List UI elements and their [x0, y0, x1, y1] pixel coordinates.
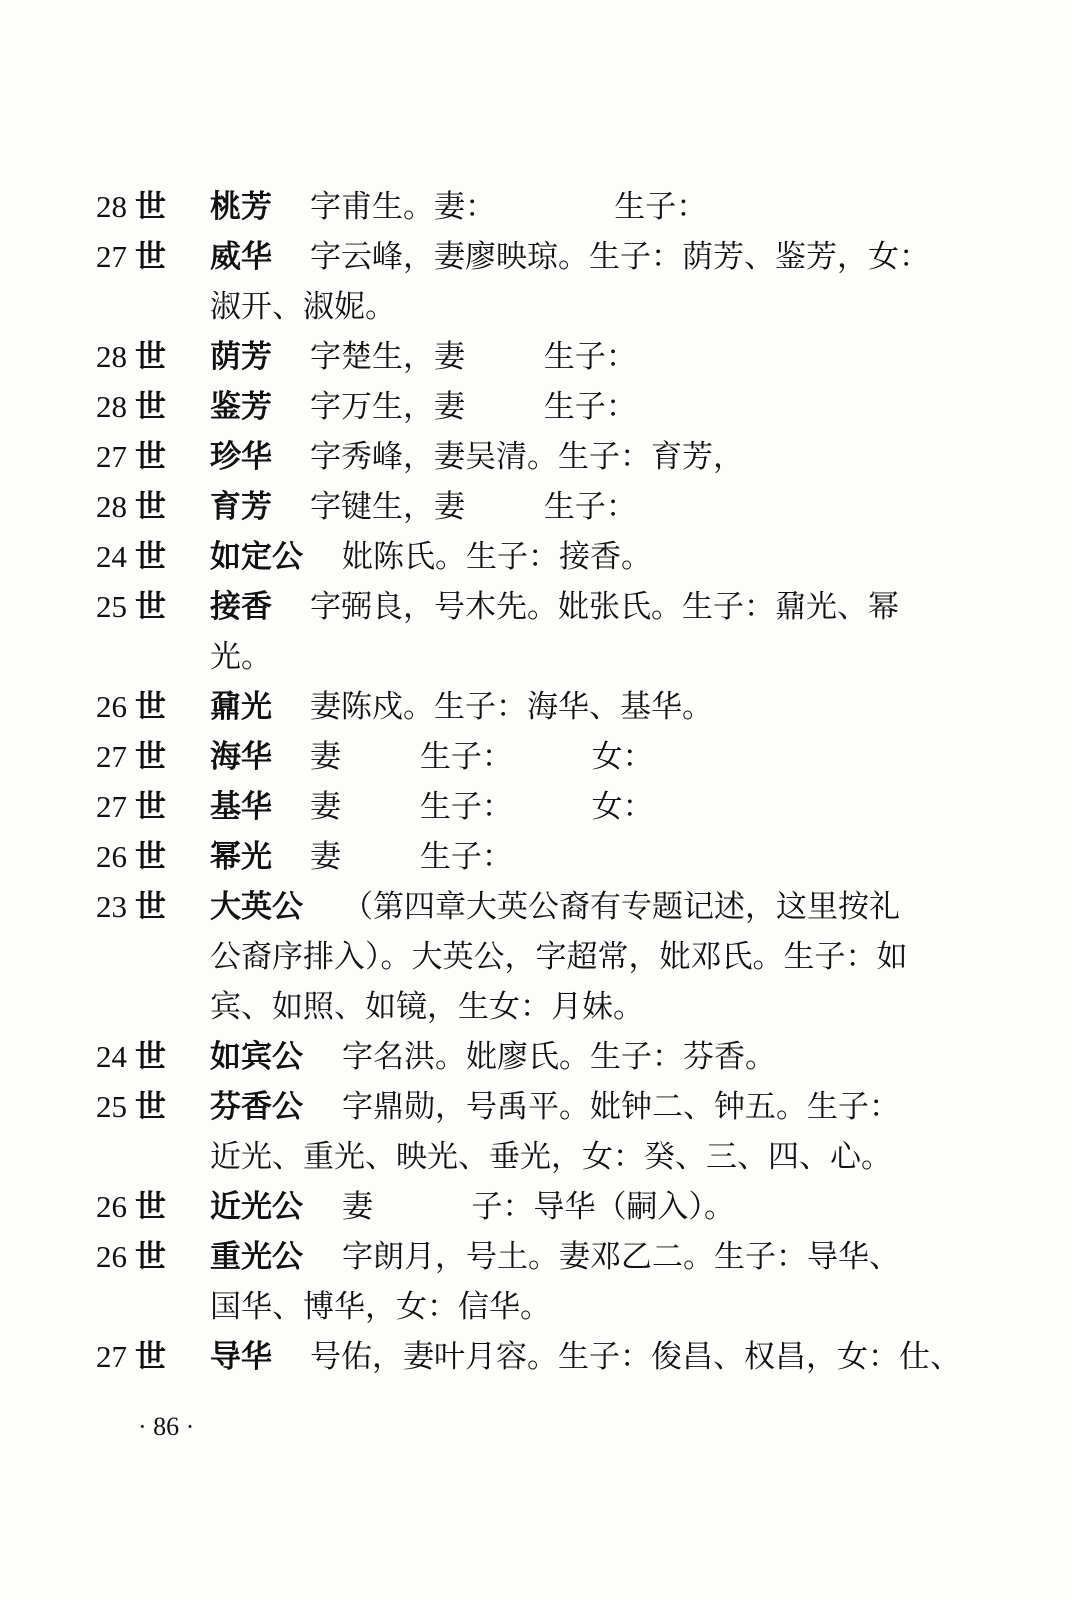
generation-suffix: 世 [135, 189, 166, 225]
entry-continuation: 近光、重光、映光、垂光，女：癸、三、四、心。 [210, 1139, 892, 1175]
generation-label [96, 1332, 206, 1382]
person-name: 导华 [210, 1339, 272, 1375]
generation-label [96, 332, 206, 382]
generation-suffix: 世 [135, 1339, 166, 1375]
generation-label [96, 1032, 206, 1082]
generation-number: 28 [96, 189, 127, 224]
generation-number: 27 [96, 239, 127, 274]
generation-suffix: 世 [135, 1089, 166, 1125]
generation-suffix: 世 [135, 1239, 166, 1275]
generation-suffix: 世 [135, 339, 166, 375]
generation-suffix: 世 [135, 239, 166, 275]
person-name: 育芳 [210, 489, 272, 525]
entry-continuation: 淑开、淑妮。 [210, 289, 396, 325]
genealogy-entry [96, 332, 956, 382]
generation-suffix: 世 [135, 539, 166, 575]
person-name: 鼐光 [210, 689, 272, 725]
genealogy-entry [96, 1032, 956, 1082]
genealogy-entry [96, 1082, 956, 1182]
generation-suffix: 世 [135, 889, 166, 925]
entry-text: 字朗月，号土。妻邓乙二。生子：导华、 [342, 1239, 900, 1275]
person-name: 海华 [210, 739, 272, 775]
genealogy-entry [96, 682, 956, 732]
genealogy-entry [96, 882, 956, 1032]
entry-text: 妻陈戍。生子：海华、基华。 [310, 689, 713, 725]
entry-text: 字甫生。妻： 生子： [310, 189, 708, 225]
person-name: 如宾公 [210, 1039, 303, 1075]
genealogy-entry [96, 482, 956, 532]
generation-suffix: 世 [135, 1189, 166, 1225]
generation-label [96, 382, 206, 432]
generation-label [96, 682, 206, 732]
generation-label [96, 582, 206, 632]
entry-text: 字楚生，妻 生子： [310, 339, 637, 375]
generation-number: 28 [96, 489, 127, 524]
person-name: 大英公 [210, 889, 303, 925]
entry-text: 字名洪。妣廖氏。生子：芬香。 [342, 1039, 776, 1075]
genealogy-entry [96, 1332, 961, 1382]
genealogy-entry [96, 582, 956, 682]
generation-label [96, 432, 206, 482]
generation-suffix: 世 [135, 489, 166, 525]
person-name: 基华 [210, 789, 272, 825]
generation-suffix: 世 [135, 739, 166, 775]
person-name: 芬香公 [210, 1089, 303, 1125]
generation-number: 26 [96, 1239, 127, 1274]
entry-text: 妻 生子： 女： [310, 789, 654, 825]
generation-suffix: 世 [135, 839, 166, 875]
genealogy-entry [96, 832, 956, 882]
entry-text: 字云峰，妻廖映琼。生子：荫芳、鉴芳，女： [310, 239, 930, 275]
generation-label [96, 482, 206, 532]
person-name: 近光公 [210, 1189, 303, 1225]
generation-label [96, 782, 206, 832]
generation-label [96, 1082, 206, 1132]
generation-number: 27 [96, 739, 127, 774]
generation-label [96, 882, 206, 932]
generation-number: 28 [96, 389, 127, 424]
generation-label [96, 832, 206, 882]
entry-text: 字鼎勋，号禹平。妣钟二、钟五。生子： [342, 1089, 900, 1125]
genealogy-entry [96, 782, 956, 832]
entry-continuation: 光。 [210, 639, 272, 675]
entry-text: 字键生，妻 生子： [310, 489, 637, 525]
person-name: 威华 [210, 239, 272, 275]
generation-number: 27 [96, 439, 127, 474]
genealogy-entry [96, 182, 956, 232]
generation-suffix: 世 [135, 439, 166, 475]
entry-text: 字弼良，号木先。妣张氏。生子：鼐光、幂 [310, 589, 899, 625]
genealogy-entry [96, 432, 956, 482]
generation-label [96, 732, 206, 782]
entry-text: 妣陈氏。生子：接香。 [342, 539, 652, 575]
generation-label [96, 532, 206, 582]
entry-text: 妻 生子： 女： [310, 739, 654, 775]
person-name: 荫芳 [210, 339, 272, 375]
entry-text: 字万生，妻 生子： [310, 389, 637, 425]
genealogy-entry [96, 1182, 956, 1232]
entry-text: 妻 子：导华（嗣入）。 [342, 1189, 736, 1225]
entry-text: （第四章大英公裔有专题记述，这里按礼 [342, 889, 900, 925]
generation-suffix: 世 [135, 1039, 166, 1075]
entry-text: 妻 生子： [310, 839, 513, 875]
genealogy-entry [96, 232, 956, 332]
generation-number: 26 [96, 689, 127, 724]
genealogy-entry [96, 1232, 956, 1332]
generation-suffix: 世 [135, 789, 166, 825]
person-name: 如定公 [210, 539, 303, 575]
person-name: 桃芳 [210, 189, 272, 225]
generation-number: 25 [96, 589, 127, 624]
generation-number: 26 [96, 839, 127, 874]
person-name: 珍华 [210, 439, 272, 475]
genealogy-entry [96, 732, 956, 782]
generation-label [96, 232, 206, 282]
generation-suffix: 世 [135, 589, 166, 625]
generation-number: 24 [96, 539, 127, 574]
page-number: · 86 · [138, 1412, 195, 1441]
generation-number: 26 [96, 1189, 127, 1224]
generation-label [96, 1182, 206, 1232]
person-name: 鉴芳 [210, 389, 272, 425]
generation-label [96, 1232, 206, 1282]
generation-number: 27 [96, 789, 127, 824]
generation-label [96, 182, 206, 232]
person-name: 幂光 [210, 839, 272, 875]
generation-number: 25 [96, 1089, 127, 1124]
genealogy-entry [96, 382, 956, 432]
person-name: 重光公 [210, 1239, 303, 1275]
generation-suffix: 世 [135, 689, 166, 725]
generation-number: 24 [96, 1039, 127, 1074]
person-name: 接香 [210, 589, 272, 625]
entry-continuation: 宾、如照、如镜，生女：月妹。 [210, 989, 644, 1025]
generation-number: 27 [96, 1339, 127, 1374]
entry-continuation: 公裔序排入）。大英公，字超常，妣邓氏。生子：如 [210, 939, 908, 975]
genealogy-entry [96, 532, 956, 582]
generation-suffix: 世 [135, 389, 166, 425]
generation-number: 23 [96, 889, 127, 924]
entry-continuation: 国华、博华，女：信华。 [210, 1289, 551, 1325]
entry-text: 号佑，妻叶月容。生子：俊昌、权昌，女：仕、 [310, 1339, 961, 1375]
generation-number: 28 [96, 339, 127, 374]
entry-text: 字秀峰，妻吴清。生子：育芳， [310, 439, 744, 475]
